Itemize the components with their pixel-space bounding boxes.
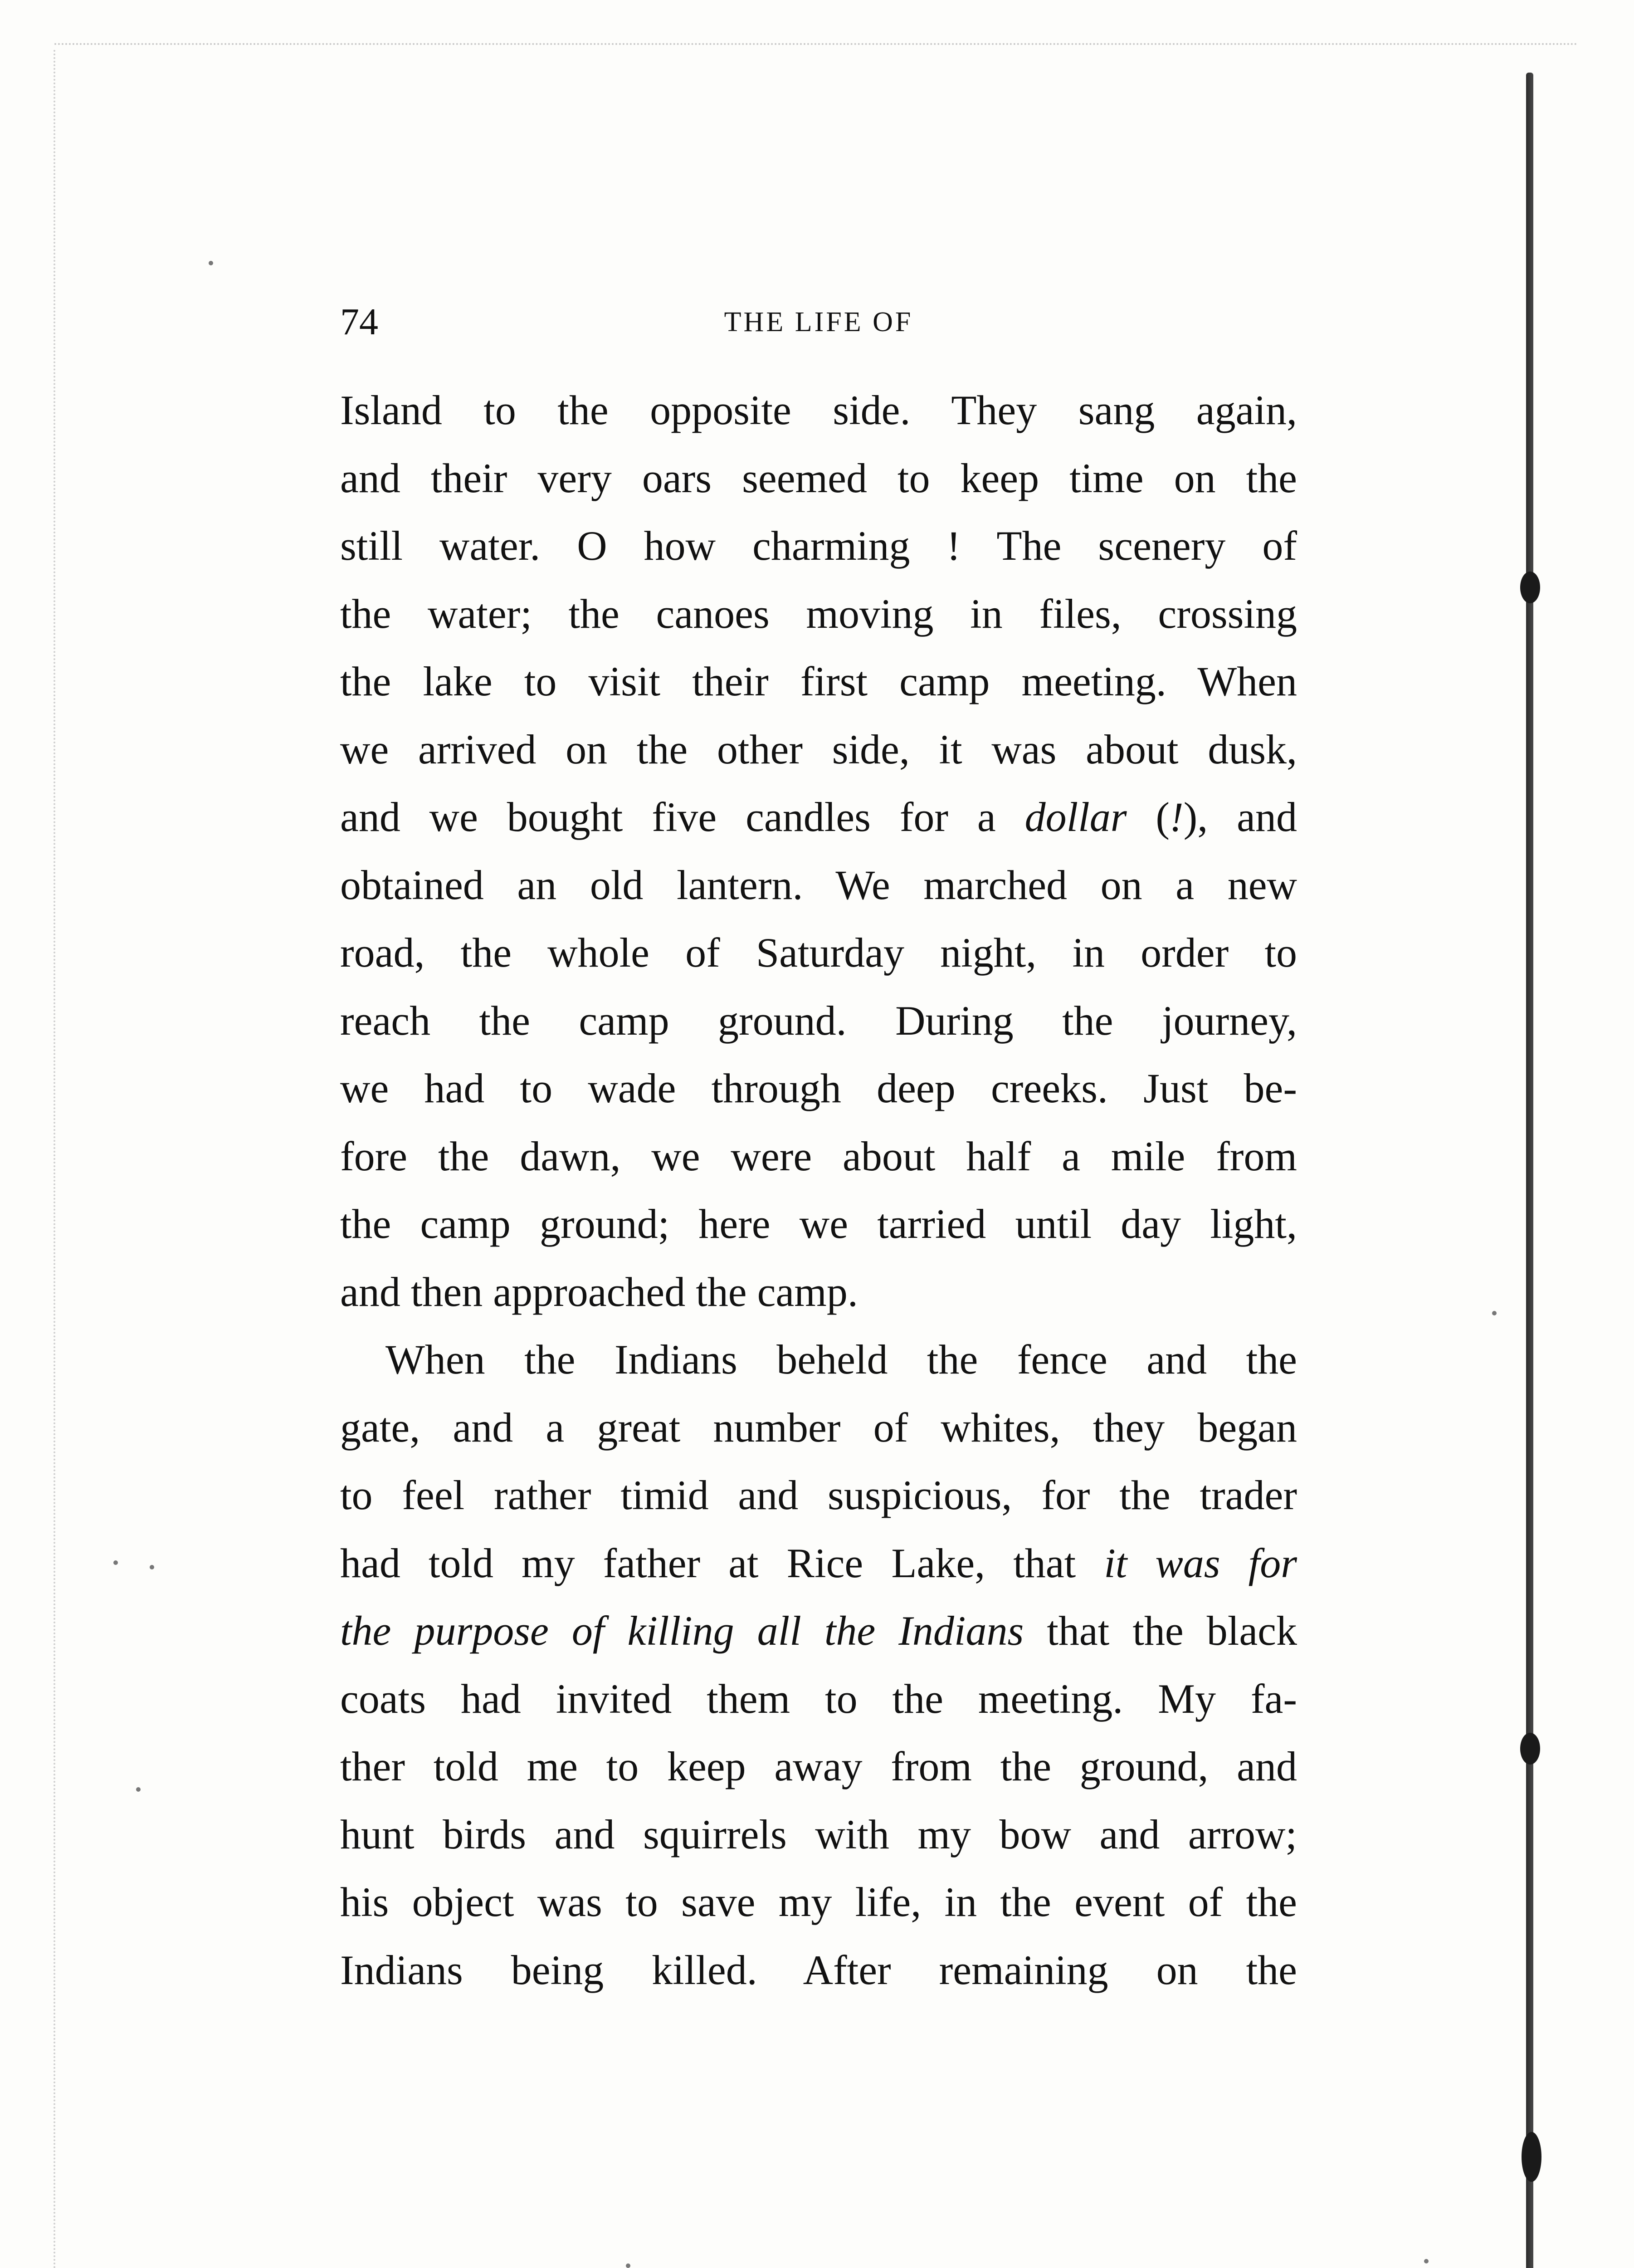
italic-mark: ! (1170, 794, 1184, 840)
scan-speck (136, 1787, 141, 1792)
binding-knot (1520, 572, 1540, 603)
text-line: Island to the opposite side. They sang again, (340, 387, 1297, 433)
text-line: fore the dawn, we were about half a mile from (340, 1133, 1297, 1179)
text-line: hunt birds and squirrels with my bow and arrow; (340, 1811, 1297, 1857)
page-header (340, 295, 1297, 349)
scan-speck (1492, 1311, 1497, 1315)
binding-knot (1522, 2132, 1541, 2182)
text-line: obtained an old lantern. We marched on a new (340, 861, 1297, 908)
text-line: the camp ground; here we tarried until day light, (340, 1201, 1297, 1247)
scan-border-left (54, 50, 55, 2268)
binding-knot (1520, 1733, 1540, 1765)
binding-edge (1526, 73, 1533, 2268)
text-line: ther told me to keep away from the ground, and (340, 1743, 1297, 1789)
page-number: 74 (340, 301, 378, 343)
text-line (340, 1530, 1297, 1598)
text-segment: had told my father at Rice Lake, that (340, 1540, 1104, 1586)
text-segment: ( (1127, 794, 1170, 840)
text-line: his object was to save my life, in the event of the (340, 1879, 1297, 1925)
text-line: the lake to visit their first camp meeting. When (340, 658, 1297, 704)
text-line: still water. O how charming ! The scenery of (340, 523, 1297, 569)
italic-phrase: it was for (1104, 1540, 1297, 1586)
text-line: gate, and a great number of whites, they began (340, 1404, 1297, 1451)
text-line: Indians being killed. After remaining on the (340, 1946, 1297, 1993)
scan-speck (113, 1560, 118, 1565)
text-line: and then approached the camp. (340, 1268, 858, 1315)
text-line (340, 1597, 1297, 1665)
scan-speck (626, 2263, 630, 2268)
text-line (340, 783, 1297, 851)
italic-word: dollar (1024, 794, 1127, 840)
text-line: we arrived on the other side, it was about dusk, (340, 726, 1297, 772)
text-line: we had to wade through deep creeks. Just be- (340, 1065, 1297, 1111)
text-line: to feel rather timid and suspicious, for the trader (340, 1472, 1297, 1518)
text-line: and their very oars seemed to keep time on the (340, 455, 1297, 501)
text-line: coats had invited them to the meeting. My fa- (340, 1675, 1297, 1722)
scan-speck (1424, 2259, 1429, 2263)
text-line: reach the camp ground. During the journey, (340, 997, 1297, 1044)
italic-phrase: the purpose of killing all the Indians (340, 1608, 1024, 1654)
scan-border-top (54, 43, 1578, 45)
text-line: road, the whole of Saturday night, in order to (340, 929, 1297, 976)
text-segment: and we bought five candles for a (340, 794, 1025, 840)
text-line-paragraph-start: When the Indians beheld the fence and the (385, 1336, 1297, 1383)
scan-speck (209, 261, 213, 265)
text-line: the water; the canoes moving in files, crossing (340, 590, 1297, 637)
text-segment: that the black (1024, 1608, 1297, 1654)
text-segment: ), and (1183, 794, 1297, 840)
scan-speck (150, 1565, 154, 1569)
body-text (340, 376, 1297, 2004)
running-head: THE LIFE OF (724, 307, 913, 337)
